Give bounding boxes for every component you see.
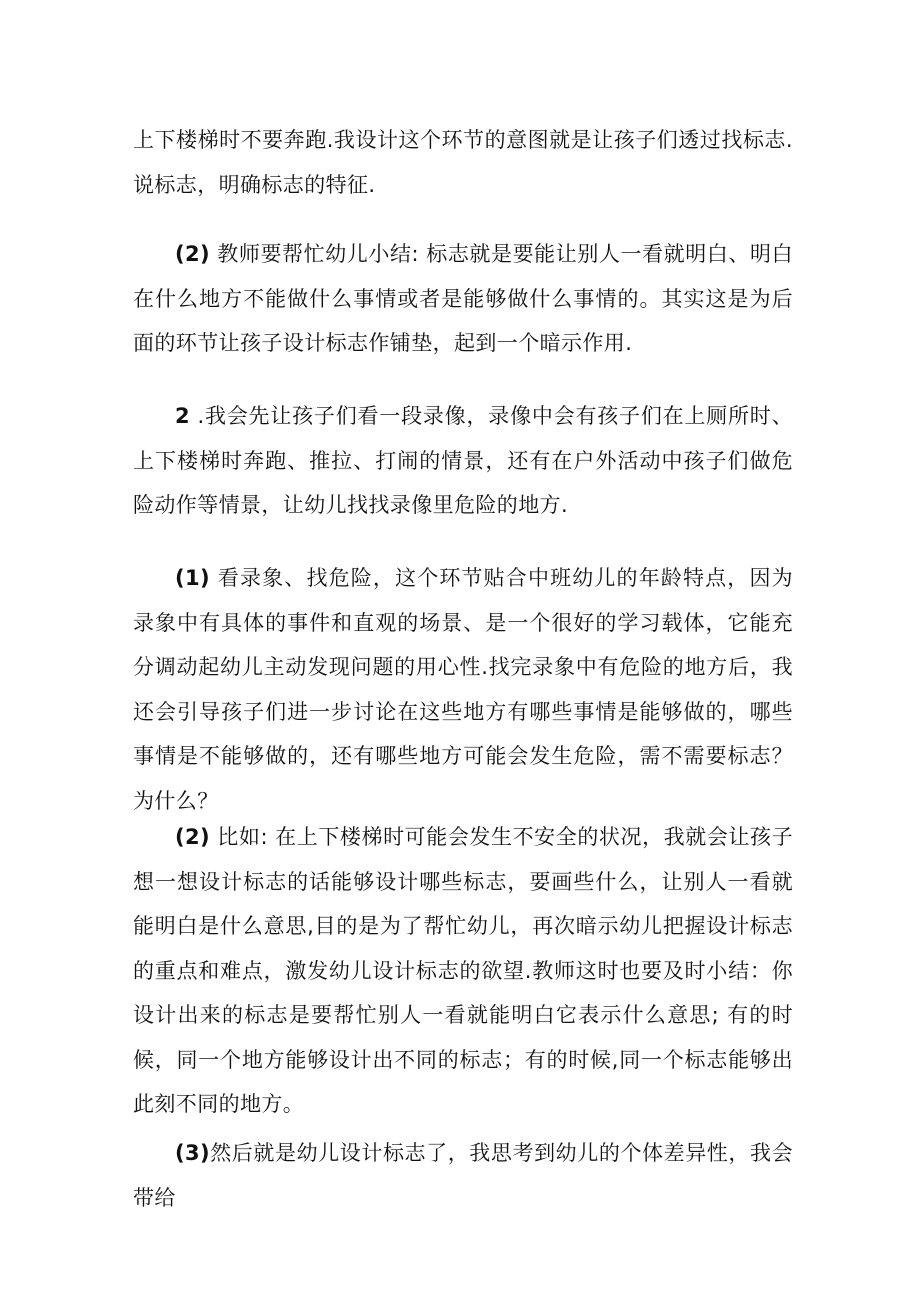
paragraph-text: 上下楼梯时不要奔跑.我设计这个环节的意图就是让孩子们透过找标志.说标志，明确标志的特征. (133, 128, 793, 197)
paragraph-continuation (133, 118, 793, 207)
paragraph-teacher-summary (133, 232, 793, 366)
paragraph-text: 教师要帮忙幼儿小结: 标志就是要能让别人一看就明白、明白在什么地方不能做什么事情或者是能够做什么事情的。其实这是为后面的环节让孩子设计标志作铺垫，起到一个暗示作用. (133, 242, 793, 355)
paragraph-text: 比如: 在上下楼梯时可能会发生不安全的状况，我就会让孩子想一想设计标志的话能够设计哪些标志，要画些什么，让别人一看就能明白是什么意思,目的是为了帮忙幼儿，再次暗示幼儿把握设计标志的重点和难点，激发幼儿设计标志的欲望.教师这时也要及时小结：你设计出来的标志是要帮忙别人一看就能明白它表示什么意思; 有的时候，同一个地方能够设计出不同的标志；有的时候,同一个标志能够出此刻不同的地方。 (133, 825, 793, 1116)
paragraph-design-step (133, 1131, 793, 1220)
paragraph-text: .我会先让孩子们看一段录像，录像中会有孩子们在上厕所时、上下楼梯时奔跑、推拉、打闹的情景，还有在户外活动中孩子们做危险动作等情景，让幼儿找找录像里危险的地方. (133, 404, 793, 517)
paragraph-marker: (1) (175, 566, 211, 590)
paragraph-example (133, 815, 793, 1127)
paragraph-text: 然后就是幼儿设计标志了，我思考到幼儿的个体差异性，我会带给 (133, 1141, 793, 1210)
paragraph-text: 看录象、找危险，这个环节贴合中班幼儿的年龄特点，因为录象中有具体的事件和直观的场景、是一个很好的学习载体，它能充分调动起幼儿主动发现问题的用心性.找完录象中有危险的地方后，我还会引导孩子们进一步讨论在这些地方有哪些事情是能够做的，哪些事情是不能够做的，还有哪些地方可能会发生危险，需不需要标志？为什么？ (133, 566, 793, 813)
paragraph-find-danger (133, 556, 793, 823)
paragraph-marker: 2 (175, 404, 191, 428)
paragraph-marker: (2) (175, 825, 211, 849)
paragraph-marker: (3) (175, 1141, 211, 1165)
paragraph-marker: (2) (175, 242, 211, 266)
paragraph-video-step (133, 394, 793, 528)
